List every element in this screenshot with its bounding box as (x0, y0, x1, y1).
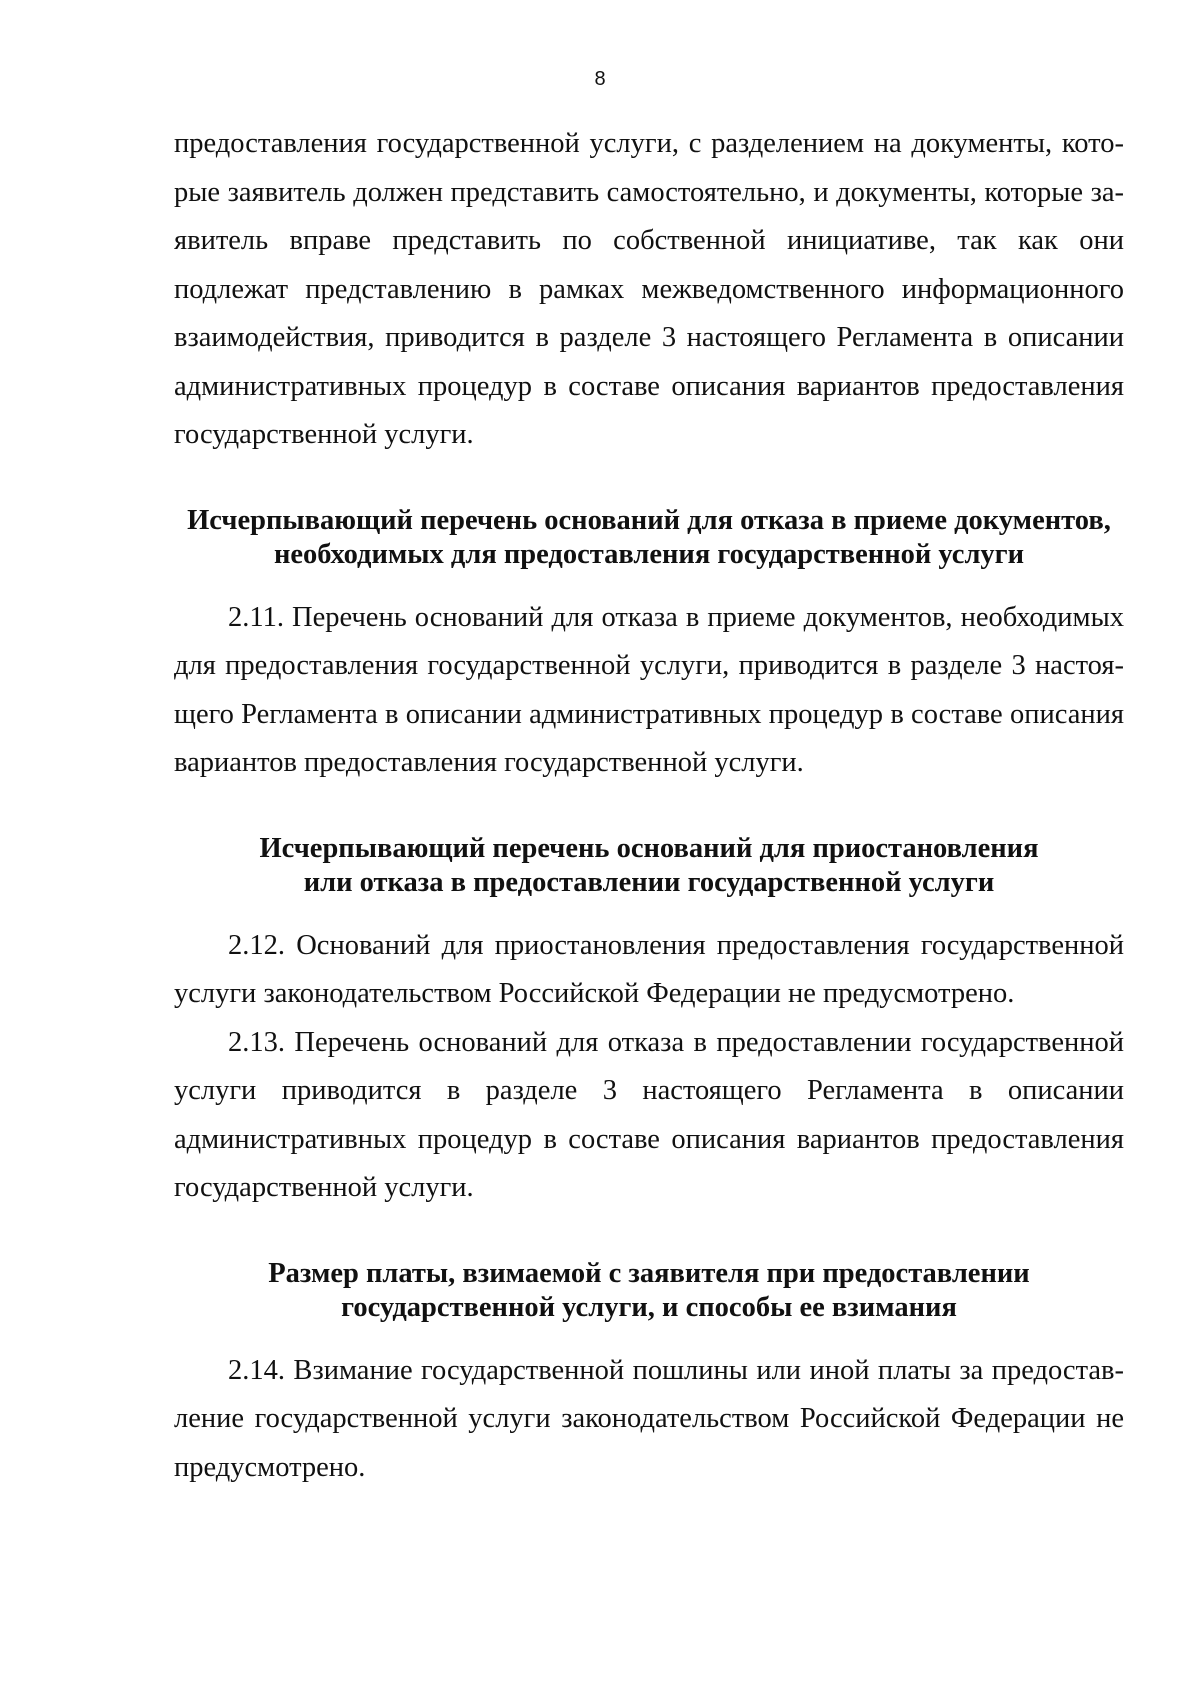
section-heading-fees (174, 1257, 1124, 1325)
heading-line: Исчерпывающий перечень оснований для отказа в приеме документов, (187, 504, 1111, 536)
heading-line: Размер платы, взимаемой с заявителя при предоставлении (268, 1257, 1030, 1289)
intro-paragraph: предоставления государственной услуги, с разделением на документы, которые заявитель должен представить самостоятельно, и документы, которые заявитель вправе представить по собственной инициативе, так как они подлежат представлению в рамках межведомственного информационного взаимодействия, приводится в разделе 3 настоящего Регламента в описании административных процедур в составе описания вариантов предоставления государственной услуги. (174, 128, 1124, 450)
heading-line: государственной услуги, и способы ее взимания (341, 1291, 957, 1323)
section-heading-suspension-refusal (174, 832, 1124, 900)
paragraph-2-12: 2.12. Оснований для приостановления предоставления государственной услуги законодательством Российской Федерации не предусмотрено. (174, 929, 1124, 1009)
document-body (174, 120, 1124, 1492)
paragraph-2-13: 2.13. Перечень оснований для отказа в предоставлении государственной услуги приводится в разделе 3 настоящего Регламента в описании административных процедур в составе описания вариантов предоставления государственной услуги. (174, 1026, 1124, 1203)
heading-line: необходимых для предоставления государственной услуги (273, 538, 1025, 570)
heading-line: Исчерпывающий перечень оснований для приостановления (259, 832, 1039, 864)
page-number: 8 (594, 68, 606, 90)
section-heading-refusal-documents (174, 504, 1124, 572)
paragraph-2-11: 2.11. Перечень оснований для отказа в приеме документов, необходимых для предоставления государственной услуги, приводится в разделе 3 настоящего Регламента в описании административных процедур в составе описания вариантов предоставления государственной услуги. (174, 601, 1124, 778)
heading-line: или отказа в предоставлении государственной услуги (303, 866, 995, 898)
paragraph-2-14: 2.14. Взимание государственной пошлины или иной платы за предоставление государственной услуги законодательством Российской Федерации не предусмотрено. (174, 1354, 1124, 1483)
